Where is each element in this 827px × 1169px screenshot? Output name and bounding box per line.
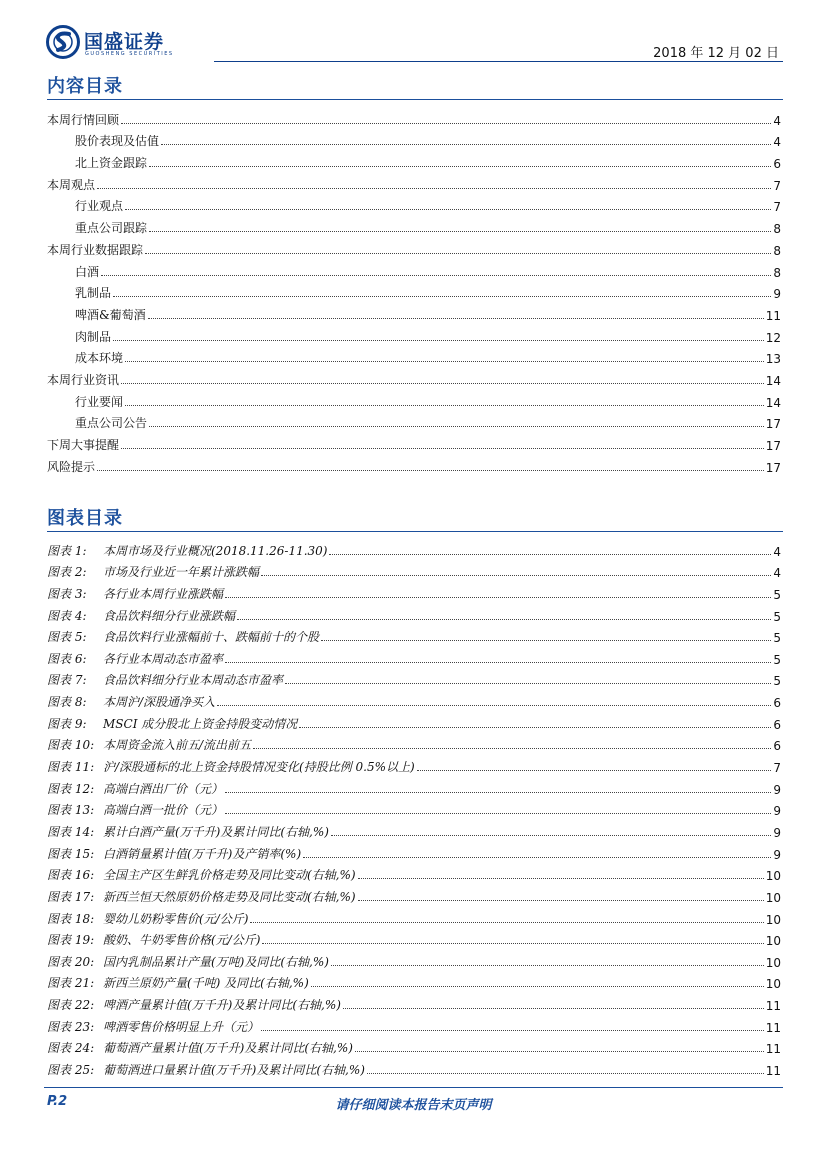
figure-entry-title: 婴幼儿奶粉零售价(元/公斤) (103, 911, 249, 926)
figure-entry-page: 9 (773, 825, 781, 840)
figure-entry-number: 图表 24: (47, 1041, 95, 1056)
toc-entry[interactable] (47, 431, 781, 453)
toc-entry-page: 14 (765, 373, 781, 388)
contents-list (47, 106, 781, 475)
figure-entry-number: 图表 6: (47, 651, 87, 666)
figure-entry[interactable] (47, 991, 781, 1013)
toc-entry-label: 行业要闻 (75, 394, 124, 409)
figure-entry-title: 食品饮料细分行业本周动态市盈率 (103, 673, 284, 688)
toc-leader-dots (113, 340, 764, 341)
figures-divider (47, 531, 783, 532)
toc-entry-label: 股价表现及估值 (75, 134, 160, 149)
toc-entry-label: 重点公司公告 (75, 416, 148, 431)
figure-entry-number: 图表 5: (47, 630, 87, 645)
figure-entry-page: 6 (773, 717, 781, 732)
figure-entry-number: 图表 8: (47, 695, 87, 710)
toc-entry[interactable] (47, 171, 781, 193)
figure-entry-number: 图表 23: (47, 1019, 95, 1034)
figure-entry-title: 葡萄酒产量累计值(万千升)及累计同比(右轴,%) (103, 1041, 353, 1056)
toc-leader-dots (149, 166, 771, 167)
toc-entry-label: 乳制品 (75, 286, 112, 301)
figure-entry-number: 图表 7: (47, 673, 87, 688)
toc-entry-page: 4 (773, 135, 781, 150)
figure-entry-page: 11 (765, 1042, 781, 1057)
figure-entry-page: 5 (773, 631, 781, 646)
figure-leader-dots (225, 813, 771, 814)
figure-entry-page: 11 (765, 1020, 781, 1035)
footer-divider (44, 1087, 783, 1088)
toc-entry-page: 8 (773, 243, 781, 258)
figure-leader-dots (331, 965, 764, 966)
figure-leader-dots (225, 792, 771, 793)
figure-entry[interactable] (47, 862, 781, 884)
figure-entry-number: 图表 25: (47, 1063, 95, 1078)
figure-entry-number: 图表 18: (47, 911, 95, 926)
figure-leader-dots (262, 943, 763, 944)
figure-entry-title: MSCI 成分股北上资金持股变动情况 (103, 716, 298, 731)
figure-entry[interactable] (47, 883, 781, 905)
figure-entry-number: 图表 2: (47, 565, 87, 580)
toc-entry[interactable] (47, 280, 781, 302)
header-divider (214, 61, 783, 62)
figure-entry-page: 9 (773, 804, 781, 819)
figure-leader-dots (417, 770, 772, 771)
toc-entry-page: 8 (773, 222, 781, 237)
toc-entry-page: 14 (765, 395, 781, 410)
toc-entry[interactable] (47, 149, 781, 171)
figure-entry-number: 图表 3: (47, 586, 87, 601)
figure-entry-title: 累计白酒产量(万千升)及累计同比(右轴,%) (103, 824, 329, 839)
figure-leader-dots (225, 597, 771, 598)
toc-entry[interactable] (47, 388, 781, 410)
toc-entry[interactable] (47, 345, 781, 367)
toc-leader-dots (125, 405, 764, 406)
figure-entry-title: 各行业本周动态市盈率 (103, 651, 224, 666)
figure-entry[interactable] (47, 797, 781, 819)
figure-entry[interactable] (47, 537, 781, 559)
toc-entry[interactable] (47, 410, 781, 432)
figure-entry-page: 5 (773, 587, 781, 602)
guosheng-logo-icon (46, 25, 80, 59)
figure-entry[interactable] (47, 818, 781, 840)
figure-leader-dots (367, 1073, 764, 1074)
toc-entry-label: 行业观点 (75, 199, 124, 214)
figure-leader-dots (261, 1030, 764, 1031)
figure-entry-title: 新西兰恒天然原奶价格走势及同比变动(右轴,%) (103, 889, 356, 904)
figure-entry[interactable] (47, 1013, 781, 1035)
figure-entry-page: 11 (765, 1064, 781, 1079)
figure-entry-number: 图表 16: (47, 868, 95, 883)
figures-title: 图表目录 (47, 508, 123, 529)
figure-entry-title: 高端白酒一批价（元） (103, 803, 224, 818)
toc-leader-dots (148, 318, 764, 319)
figure-leader-dots (253, 748, 771, 749)
toc-entry-label: 风险提示 (47, 459, 96, 474)
figure-leader-dots (321, 640, 771, 641)
figure-entry-page: 10 (765, 890, 781, 905)
brand-name: 国盛证券 (84, 31, 165, 53)
figure-leader-dots (261, 575, 771, 576)
toc-entry[interactable] (47, 453, 781, 475)
figure-entry-title: 啤酒零售价格明显上升（元） (103, 1019, 260, 1034)
figure-entry-title: 啤酒产量累计值(万千升)及累计同比(右轴,%) (103, 998, 341, 1013)
figure-entry[interactable] (47, 710, 781, 732)
figure-entry-number: 图表 15: (47, 846, 95, 861)
toc-entry-page: 13 (765, 352, 781, 367)
figure-entry-page: 9 (773, 782, 781, 797)
figure-entry[interactable] (47, 1035, 781, 1057)
figure-entry-title: 国内乳制品累计产量(万吨)及同比(右轴,%) (103, 954, 329, 969)
toc-entry[interactable] (47, 128, 781, 150)
toc-entry-page: 12 (765, 330, 781, 345)
toc-leader-dots (113, 296, 771, 297)
figure-entry-number: 图表 22: (47, 998, 95, 1013)
figure-entry-number: 图表 21: (47, 976, 95, 991)
figure-entry[interactable] (47, 688, 781, 710)
figure-entry[interactable] (47, 948, 781, 970)
figure-entry[interactable] (47, 559, 781, 581)
figure-entry-number: 图表 10: (47, 738, 95, 753)
figure-entry-number: 图表 1: (47, 543, 87, 558)
figure-entry[interactable] (47, 753, 781, 775)
figure-entry[interactable] (47, 840, 781, 862)
figure-entry-title: 各行业本周行业涨跌幅 (103, 586, 224, 601)
figure-leader-dots (331, 835, 771, 836)
figure-entry-number: 图表 12: (47, 781, 95, 796)
figure-entry-page: 10 (765, 869, 781, 884)
figure-entry-page: 4 (773, 544, 781, 559)
toc-leader-dots (101, 275, 771, 276)
figure-entry-number: 图表 9: (47, 716, 87, 731)
toc-entry-label: 北上资金跟踪 (75, 156, 148, 171)
figure-leader-dots (329, 554, 771, 555)
figure-entry[interactable] (47, 775, 781, 797)
figure-entry-page: 6 (773, 739, 781, 754)
figure-entry-title: 食品饮料行业涨幅前十、跌幅前十的个股 (103, 630, 320, 645)
figure-entry-page: 4 (773, 566, 781, 581)
toc-leader-dots (161, 144, 771, 145)
toc-entry-label: 肉制品 (75, 329, 112, 344)
toc-leader-dots (149, 231, 771, 232)
toc-leader-dots (125, 209, 771, 210)
figure-entry-title: 本周市场及行业概况(2018.11.26-11.30) (103, 543, 328, 558)
figure-entry-page: 5 (773, 674, 781, 689)
toc-leader-dots (97, 470, 764, 471)
figure-entry-page: 10 (765, 955, 781, 970)
figure-leader-dots (343, 1008, 764, 1009)
toc-entry-page: 6 (773, 157, 781, 172)
toc-entry[interactable] (47, 366, 781, 388)
figure-entry[interactable] (47, 905, 781, 927)
toc-leader-dots (145, 253, 771, 254)
figure-entry-title: 食品饮料细分行业涨跌幅 (103, 608, 236, 623)
toc-entry[interactable] (47, 236, 781, 258)
figure-entry-page: 9 (773, 847, 781, 862)
figure-entry-number: 图表 19: (47, 933, 95, 948)
toc-leader-dots (97, 188, 771, 189)
figure-entry[interactable] (47, 1056, 781, 1078)
figure-entry-number: 图表 20: (47, 954, 95, 969)
figure-entry-title: 本周沪/深股通净买入 (103, 695, 216, 710)
figure-leader-dots (358, 878, 764, 879)
figure-entry[interactable] (47, 645, 781, 667)
page-header (44, 22, 783, 62)
figure-entry[interactable] (47, 927, 781, 949)
report-date: 2018 年 12 月 02 日 (653, 46, 779, 61)
figure-entry-title: 沪/深股通标的北上资金持股情况变化(持股比例 0.5%以上) (103, 760, 415, 775)
figure-entry-title: 本周资金流入前五/流出前五 (103, 738, 252, 753)
figure-entry-title: 酸奶、牛奶零售价格(元/公斤) (103, 933, 261, 948)
figure-leader-dots (225, 662, 771, 663)
toc-leader-dots (121, 383, 764, 384)
figure-entry[interactable] (47, 667, 781, 689)
toc-leader-dots (121, 123, 771, 124)
toc-entry-page: 17 (765, 460, 781, 475)
toc-entry-page: 17 (765, 417, 781, 432)
toc-entry-page: 17 (765, 439, 781, 453)
toc-entry-label: 本周行业资讯 (47, 372, 120, 387)
figure-entry-number: 图表 4: (47, 608, 87, 623)
figure-entry-page: 10 (765, 977, 781, 992)
brand-subtitle: GUOSHENG SECURITIES (85, 51, 174, 57)
figure-entry[interactable] (47, 602, 781, 624)
toc-leader-dots (149, 426, 764, 427)
figure-entry-number: 图表 14: (47, 824, 95, 839)
toc-leader-dots (125, 361, 764, 362)
figures-list (47, 537, 781, 1078)
toc-entry-page: 11 (765, 308, 781, 323)
figure-entry-number: 图表 17: (47, 889, 95, 904)
figure-entry-page: 10 (765, 934, 781, 949)
figure-entry-title: 高端白酒出厂价（元） (103, 781, 224, 796)
figure-leader-dots (303, 857, 771, 858)
figure-leader-dots (217, 705, 771, 706)
toc-entry-page: 7 (773, 200, 781, 215)
figure-entry-number: 图表 13: (47, 803, 95, 818)
figure-entry-page: 11 (765, 999, 781, 1014)
toc-entry-page: 8 (773, 265, 781, 280)
figure-leader-dots (237, 619, 771, 620)
contents-divider (47, 99, 783, 100)
toc-entry[interactable] (47, 301, 781, 323)
disclaimer-note: 请仔细阅读本报告末页声明 (335, 1098, 492, 1113)
figure-entry-page: 7 (773, 761, 781, 776)
toc-entry-label: 本周行业数据跟踪 (47, 242, 144, 257)
toc-entry-page: 7 (773, 178, 781, 193)
figure-leader-dots (358, 900, 764, 901)
figure-entry-title: 白酒销量累计值(万千升)及产销率(%) (103, 846, 302, 861)
figure-entry-page: 5 (773, 652, 781, 667)
toc-entry-label: 白酒 (75, 264, 100, 279)
figure-leader-dots (355, 1051, 764, 1052)
figure-entry-title: 新西兰原奶产量(千吨) 及同比(右轴,%) (103, 976, 309, 991)
toc-entry-label: 成本环境 (75, 351, 124, 366)
contents-title: 内容目录 (47, 76, 123, 97)
toc-entry[interactable] (47, 258, 781, 280)
toc-entry-label: 啤酒&葡萄酒 (75, 307, 146, 322)
toc-entry-page: 9 (773, 287, 781, 302)
toc-entry[interactable] (47, 106, 781, 128)
page-number: P.2 (47, 1094, 68, 1109)
figure-leader-dots (285, 683, 771, 684)
figure-leader-dots (311, 986, 764, 987)
figure-entry-title: 葡萄酒进口量累计值(万千升)及累计同比(右轴,%) (103, 1063, 365, 1078)
figure-entry-page: 5 (773, 609, 781, 624)
toc-entry-label: 下周大事提醒 (47, 438, 120, 452)
toc-entry-label: 本周行情回顾 (47, 112, 120, 127)
toc-entry[interactable] (47, 214, 781, 236)
toc-entry[interactable] (47, 323, 781, 345)
figure-entry[interactable] (47, 580, 781, 602)
toc-entry-label: 本周观点 (47, 177, 96, 192)
figure-entry[interactable] (47, 732, 781, 754)
figure-entry-page: 10 (765, 912, 781, 927)
figure-leader-dots (250, 922, 763, 923)
figure-entry-number: 图表 11: (47, 760, 95, 775)
figure-entry[interactable] (47, 624, 781, 646)
toc-entry[interactable] (47, 193, 781, 215)
toc-entry-label: 重点公司跟踪 (75, 221, 148, 236)
figure-entry-title: 市场及行业近一年累计涨跌幅 (103, 565, 260, 580)
figure-entry-title: 全国主产区生鲜乳价格走势及同比变动(右轴,%) (103, 868, 356, 883)
toc-entry-page: 4 (773, 113, 781, 128)
toc-leader-dots (121, 448, 764, 449)
figure-leader-dots (299, 727, 771, 728)
figure-entry-page: 6 (773, 696, 781, 711)
figure-entry[interactable] (47, 970, 781, 992)
